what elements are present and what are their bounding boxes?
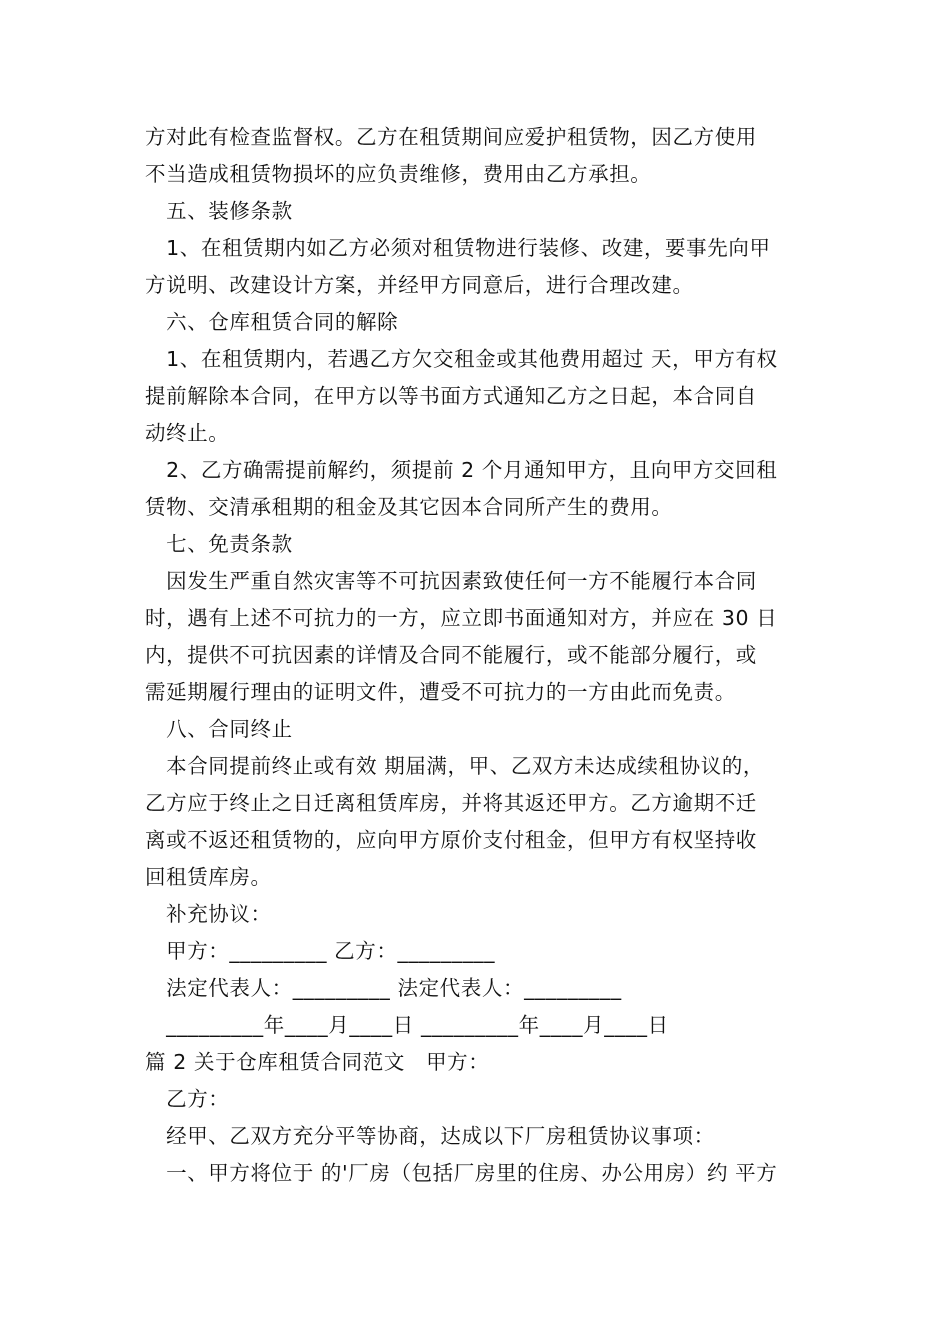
party-b-line: 乙方： [145, 1087, 230, 1111]
paragraph-line: 时，遇有上述不可抗力的一方，应立即书面通知对方，并应在 30 日 [145, 606, 778, 630]
paragraph-line: 内，提供不可抗因素的详情及合同不能履行，或不能部分履行，或 [145, 643, 757, 667]
paragraph-line: 不当造成租赁物损坏的应负责维修，费用由乙方承担。 [145, 162, 652, 186]
paragraph-line: 1、在租赁期内，若遇乙方欠交租金或其他费用超过 天，甲方有权 [145, 347, 778, 371]
signature-parties: 甲方：_________ 乙方：_________ [145, 939, 496, 963]
signature-representatives: 法定代表人：_________ 法定代表人：_________ [145, 976, 622, 1000]
section-heading: 七、免责条款 [145, 532, 293, 556]
article-title: 篇 2 关于仓库租赁合同范文 甲方： [145, 1050, 490, 1074]
section-heading: 五、装修条款 [145, 199, 293, 223]
paragraph-line: 需延期履行理由的证明文件，遭受不可抗力的一方由此而免责。 [145, 680, 736, 704]
paragraph-line: 经甲、乙双方充分平等协商，达成以下厂房租赁协议事项： [145, 1124, 715, 1148]
paragraph-line: 离或不返还租赁物的，应向甲方原价支付租金，但甲方有权坚持收 [145, 828, 757, 852]
paragraph-line: 2、乙方确需提前解约，须提前 2 个月通知甲方，且向甲方交回租 [145, 458, 778, 482]
signature-dates: _________年____月____日 _________年____月____日 [145, 1013, 669, 1037]
paragraph-line: 方对此有检查监督权。乙方在租赁期间应爱护租赁物，因乙方使用 [145, 125, 757, 149]
paragraph-line: 乙方应于终止之日迁离租赁库房，并将其返还甲方。乙方逾期不迁 [145, 791, 757, 815]
paragraph-line: 回租赁库房。 [145, 865, 272, 889]
section-heading: 六、仓库租赁合同的解除 [145, 310, 399, 334]
paragraph-line: 因发生严重自然灾害等不可抗因素致使任何一方不能履行本合同 [145, 569, 757, 593]
paragraph-line: 本合同提前终止或有效 期届满，甲、乙双方未达成续租协议的， [145, 754, 765, 778]
supplement-heading: 补充协议： [145, 902, 272, 926]
paragraph-line: 提前解除本合同，在甲方以等书面方式通知乙方之日起，本合同自 [145, 384, 757, 408]
paragraph-line: 方说明、改建设计方案，并经甲方同意后，进行合理改建。 [145, 273, 694, 297]
paragraph-line: 赁物、交清承租期的租金及其它因本合同所产生的费用。 [145, 495, 673, 519]
section-heading: 八、合同终止 [145, 717, 293, 741]
paragraph-line: 动终止。 [145, 421, 230, 445]
paragraph-line: 1、在租赁期内如乙方必须对租赁物进行装修、改建，要事先向甲 [145, 236, 771, 260]
paragraph-line: 一、甲方将位于 的'厂房（包括厂房里的住房、办公用房）约 平方 [145, 1161, 778, 1185]
